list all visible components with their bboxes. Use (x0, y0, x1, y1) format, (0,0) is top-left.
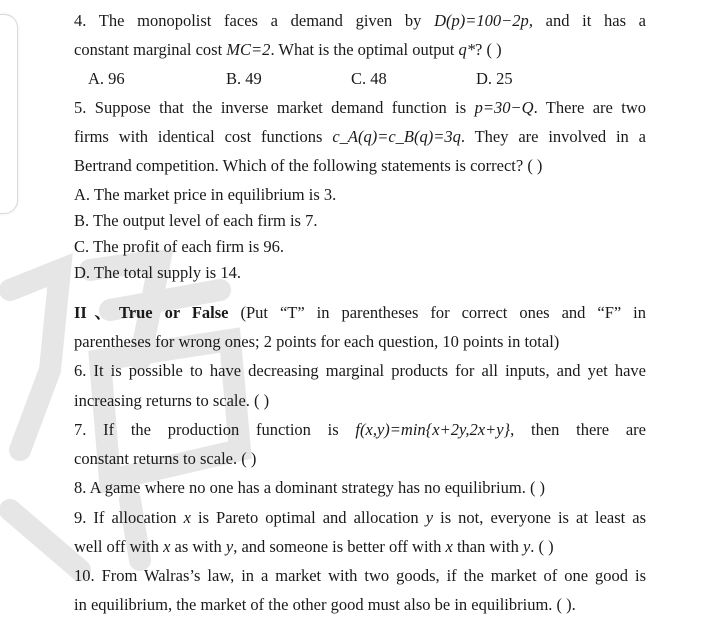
q5-line2: firms with identical cost functions c_A(q)=c_B(q)=3q. They are involved in a (74, 127, 646, 146)
q5-option-a: A. The market price in equilibrium is 3. (74, 185, 337, 204)
q5-option-c: C. The profit of each firm is 96. (74, 237, 285, 256)
q4-demand-math: D(p)=100−2p (434, 11, 529, 30)
q4-option-b: B. 49 (226, 69, 262, 88)
q7-line2: constant returns to scale. ( ) (74, 449, 257, 468)
q5-line1: 5. Suppose that the inverse market demand function is p=30−Q. There are two (74, 98, 646, 117)
q8-line1: 8. A game where no one has a dominant strategy has no equilibrium. ( ) (74, 478, 546, 497)
q9-line2: well off with x as with y, and someone is better off with x than with y. ( ) (74, 537, 554, 556)
q5-option-b: B. The output level of each firm is 7. (74, 211, 318, 230)
side-panel (0, 14, 18, 214)
q4-line2: constant marginal cost MC=2. What is the optimal output q*? ( ) (74, 40, 502, 59)
q5-line3: Bertrand competition. Which of the following statements is correct? ( ) (74, 156, 543, 175)
section-title: II、True or False (74, 303, 229, 322)
q7-line1: 7. If the production function is f(x,y)=min{x+2y,2x+y}, then there are (74, 420, 646, 439)
q6-line2: increasing returns to scale. ( ) (74, 391, 270, 410)
section2-heading-line: II、True or False (Put “T” in parentheses for correct ones and “F” in (74, 303, 646, 322)
q4-option-c: C. 48 (351, 69, 387, 88)
section2-intro-line2: parentheses for wrong ones; 2 points for each question, 10 points in total) (74, 332, 560, 351)
q10-line1: 10. From Walras’s law, in a market with two goods, if the market of one good is (74, 566, 646, 585)
q4-option-d: D. 25 (476, 69, 513, 88)
q10-line2: in equilibrium, the market of the other good must also be in equilibrium. ( ). (74, 595, 576, 614)
q9-line1: 9. If allocation x is Pareto optimal and allocation y is not, everyone is at least as (74, 508, 647, 527)
q4-option-a: A. 96 (88, 69, 125, 88)
q6-line1: 6. It is possible to have decreasing marginal products for all inputs, and yet have (74, 361, 646, 380)
q5-option-d: D. The total supply is 14. (74, 263, 241, 282)
q4-line1: 4. The monopolist faces a demand given by D(p)=100−2p, and it has a (74, 11, 647, 30)
